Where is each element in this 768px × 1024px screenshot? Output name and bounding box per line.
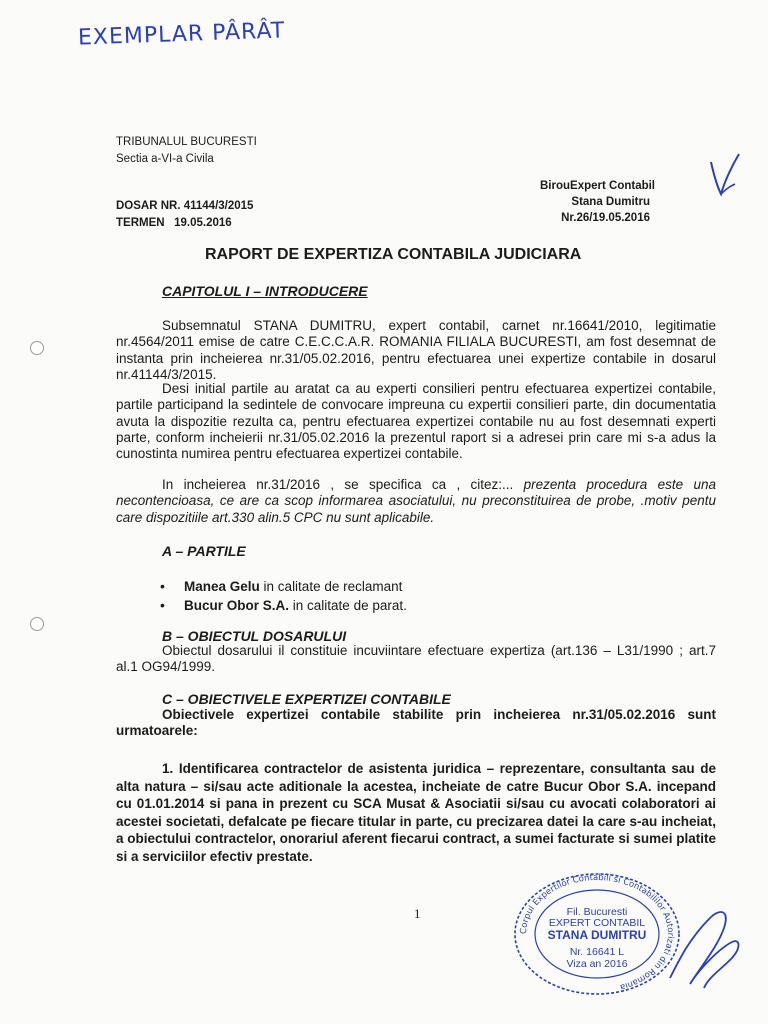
list-item: [160, 577, 407, 596]
handwritten-note: EXEMPLAR PÂRÂT: [77, 18, 286, 51]
chapter-heading: CAPITOLUL I – INTRODUCERE: [162, 283, 368, 299]
stamp-line-3: STANA DUMITRU: [547, 928, 647, 942]
stamp-line-2: EXPERT CONTABIL: [548, 917, 646, 929]
paragraph-citation: [116, 477, 716, 526]
list-item: [160, 596, 407, 615]
page-number: 1: [414, 906, 421, 921]
handwritten-mark: [705, 150, 745, 200]
parties-list: [160, 577, 407, 615]
citation-quote: prezenta procedura este una necontencioasa, ce are ca scop informarea asociatului, nu preconstituirea de probe, .motiv pentu care dispozitiile art.330 alin.5 CPC nu sunt aplicabile.: [116, 477, 716, 525]
party-name: Bucur Obor S.A.: [184, 598, 290, 613]
office-line-1: BirouExpert Contabil: [540, 180, 656, 192]
signature-icon: [660, 898, 750, 998]
office-header: [540, 178, 656, 226]
punch-hole-icon: [30, 341, 44, 355]
section-b-heading: B – OBIECTUL DOSARULUI: [162, 628, 347, 644]
paragraph-text: Subsemnatul STANA DUMITRU, expert contabil, carnet nr.16641/2010, legitimatie nr.4564/2011 emise de catre C.E.C.C.A.R. ROMANIA FILIALA BUCURESTI, am fost desemnat de instanta prin incheierea nr.31/05.02.2016, pentru efectuarea unei expertize contabile in dosarul nr.41144/3/2015.: [116, 318, 716, 382]
case-term: TERMEN 19.05.2016: [116, 217, 232, 229]
office-line-3: Nr.26/19.05.2016: [561, 212, 650, 224]
office-line-2: Stana Dumitru: [571, 196, 650, 208]
party-role: in calitate de parat.: [292, 598, 407, 613]
official-stamp: [512, 868, 682, 996]
citation-lead: In incheierea nr.31/2016 , se specifica ca , citez:...: [162, 477, 514, 492]
stamp-line-1: Fil. Bucuresti: [566, 906, 628, 918]
paragraph-text: Obiectul dosarului il constituie incuviintare efectuare expertiza (art.136 – L31/1990 ; art.7 al.1 OG94/1999.: [116, 643, 716, 675]
court-section: Sectia a-VI-a Civila: [116, 153, 214, 165]
paragraph-citation-body: [116, 477, 716, 526]
paragraph-experts: [116, 381, 716, 462]
case-info: [116, 198, 253, 232]
case-number: DOSAR NR. 41144/3/2015: [116, 200, 254, 212]
section-c-heading: C – OBIECTIVELE EXPERTIZEI CONTABILE: [162, 691, 451, 707]
court-header: [116, 134, 257, 168]
stamp-line-5: Viza an 2016: [566, 958, 628, 970]
paragraph-objectives-intro: [116, 707, 716, 740]
court-name: TRIBUNALUL BUCURESTI: [116, 136, 257, 148]
document-title: RAPORT DE EXPERTIZA CONTABILA JUDICIARA: [205, 246, 582, 263]
party-role: in calitate de reclamant: [263, 579, 403, 594]
punch-hole-icon: [30, 617, 44, 631]
party-name: Manea Gelu: [184, 579, 260, 594]
paragraph-intro: [116, 318, 716, 383]
stamp-line-4: Nr. 16641 L: [569, 946, 625, 958]
paragraph-objective-1: [116, 760, 716, 865]
paragraph-text: 1. Identificarea contractelor de asistenta juridica – reprezentare, consultanta sau de alta natura – si/sau acte aditionale la acestea, incheiate de catre Bucur Obor S.A. incepand cu 01.01.2014 si pana in prezent cu SCA Musat & Asociatii si/sau cu avocati colaboratori ai acestei societati, defalcate pe fiecare titular in parte, cu precizarea datei la care s-au incheiat, a obiectului contractelor, onorariul aferent fiecarui contract, a sumei facturate si sumei platite si a serviciilor efectiv prestate.: [116, 761, 716, 864]
paragraph-text: Obiectivele expertizei contabile stabilite prin incheierea nr.31/05.02.2016 sunt urmatoarele:: [116, 707, 716, 739]
paragraph-text: Desi initial partile au aratat ca au experti consilieri pentru efectuarea expertizei contabile, partile participand la sedintele de convocare impreuna cu expertii consilieri parte, din documentatia avuta la dispozitie rezulta ca, pentru efectuarea expertizei contabile nu au fost desemnati experti parte, conform incheierii nr.31/05.02.2016 la prezentul raport si a adresei prin care mi s-a adus la cunostinta numirea pentru efectuarea expertizei contabile.: [116, 381, 716, 462]
paragraph-object: [116, 643, 716, 676]
stamp-ring-text: Corpul Expertilor Contabili si Contabililor Autorizati din Romania: [518, 872, 676, 992]
section-a-heading: A – PARTILE: [162, 543, 246, 559]
